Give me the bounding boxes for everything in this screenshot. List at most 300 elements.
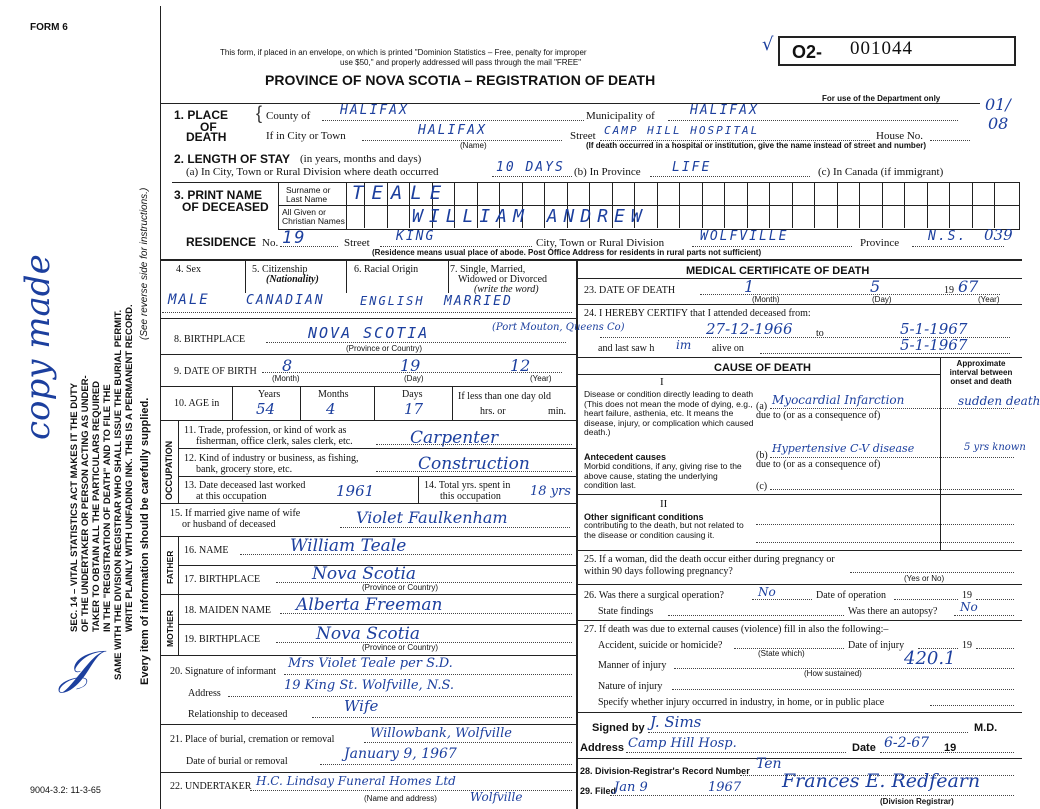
racial-origin-value: ENGLISH — [360, 294, 425, 308]
line — [880, 752, 1014, 753]
trade-label-1: 11. Trade, profession, or kind of work as — [184, 425, 347, 436]
state-findings-label: State findings — [598, 606, 654, 617]
attended-to: 5-1-1967 — [900, 320, 968, 338]
rule — [576, 550, 1022, 551]
statute-line-3: TAKER TO OBTAIN ALL THE PARTICULARS REQUIRED — [91, 380, 102, 632]
line — [280, 613, 572, 614]
state-which-caption: (State which) — [758, 649, 805, 658]
marital-label-2: Widowed or Divorced — [458, 274, 548, 285]
last-worked-label-2: at this occupation — [196, 491, 267, 502]
rule — [160, 420, 576, 421]
statute-line-5: SAME WITH THE DIVISION REGISTRAR WHO SHALL ISSUE THE BURIAL PERMIT. — [113, 309, 124, 680]
name-cell-divider — [994, 182, 995, 205]
injury-year: 19 — [962, 640, 972, 651]
line — [262, 372, 562, 373]
name-cell-divider — [544, 182, 545, 205]
rule — [576, 304, 1022, 305]
citizenship-sub: (Nationality) — [266, 274, 319, 285]
cause-of-death-title: CAUSE OF DEATH — [714, 362, 811, 374]
name-cell-divider — [927, 205, 928, 228]
certify-label: 24. I HEREBY CERTIFY that I attended deceased from: — [584, 308, 811, 319]
cause-a-label: (a) — [756, 401, 768, 412]
cause-b-value: Hypertensive C-V disease — [772, 442, 915, 455]
signed-date-label: Date — [852, 742, 876, 754]
rule — [418, 476, 419, 503]
name-cell-divider — [837, 182, 838, 205]
cause-a-value: Myocardial Infarction — [772, 393, 905, 407]
stay-province-label: (b) In Province — [574, 166, 641, 178]
months-label: Months — [318, 389, 349, 400]
rule — [178, 536, 179, 655]
rule — [160, 103, 980, 104]
citizenship-label: 5. Citizenship — [252, 264, 308, 275]
dod-year-prefix: 19 — [944, 285, 954, 296]
rule — [448, 259, 449, 293]
line — [364, 742, 572, 743]
rule — [346, 182, 347, 230]
dod-day: 5 — [870, 277, 881, 296]
of-deceased-label: OF DECEASED — [182, 200, 269, 214]
rule — [576, 278, 1022, 279]
line — [976, 599, 1014, 600]
industry-label-1: 12. Kind of industry or business, as fishing, — [184, 453, 359, 464]
rule — [160, 772, 576, 773]
name-cell-divider — [409, 205, 410, 228]
wife-label-1: 15. If married give name of wife — [170, 508, 301, 519]
min-label: min. — [548, 406, 567, 417]
years-value: 54 — [256, 400, 276, 418]
mother-name-label: 18. MAIDEN NAME — [184, 605, 271, 616]
handwritten-copy-made-note: copy made — [18, 254, 58, 440]
operation-date-label: Date of operation — [816, 590, 886, 601]
statute-line-6: WRITE PLAINLY WITH UNFADING INK. THIS IS A PERMANENT RECORD. — [124, 304, 135, 632]
rule — [278, 205, 1020, 206]
dob-year: 12 — [510, 356, 531, 375]
trade-value: Carpenter — [410, 428, 499, 448]
residence-city-label: City, Town or Rural Division — [536, 237, 665, 249]
industry-value: Construction — [418, 454, 530, 474]
part-one-label: I — [660, 376, 664, 388]
rule — [576, 758, 1022, 759]
rule — [576, 374, 940, 375]
antecedent-description: Morbid conditions, if any, giving rise to the above cause, stating the underlying condition last. — [584, 461, 742, 490]
last-worked-value: 1961 — [336, 482, 375, 500]
line — [162, 312, 572, 313]
line — [492, 176, 572, 177]
marital-value: MARRIED — [444, 294, 513, 309]
name-cell-divider — [994, 205, 995, 228]
name-cell-divider — [859, 182, 860, 205]
burial-place-label: 21. Place of burial, cremation or removal — [170, 734, 335, 745]
citizenship-value: CANADIAN — [246, 293, 325, 308]
registrar-caption: (Division Registrar) — [880, 797, 954, 806]
father-name-value: William Teale — [290, 536, 407, 556]
name-cell-divider — [657, 205, 658, 228]
dod-month: 1 — [744, 277, 755, 296]
dod-month-caption: (Month) — [752, 295, 780, 304]
name-cell-divider — [949, 182, 950, 205]
residence-city-value: WOLFVILLE — [700, 229, 789, 244]
surgery-value: No — [758, 585, 776, 599]
street-label: Street — [570, 130, 596, 142]
municipality-label: Municipality of — [586, 110, 655, 122]
informant-address: 19 King St. Wolfville, N.S. — [284, 678, 455, 693]
informant-signature: Mrs Violet Teale per S.D. — [288, 656, 453, 671]
md-label: M.D. — [974, 722, 998, 734]
given-label-2: Christian Names — [282, 216, 345, 226]
rule — [940, 357, 941, 550]
name-cell-divider — [792, 182, 793, 205]
signed-date-year: 19 — [944, 742, 957, 754]
rule — [576, 584, 1022, 585]
relationship-value: Wife — [344, 697, 379, 715]
dod-year-caption: (Year) — [978, 295, 1000, 304]
name-cell-divider — [387, 205, 388, 228]
death-label: DEATH — [186, 130, 227, 144]
total-years-label-2: this occupation — [440, 491, 501, 502]
residence-street-value: KING — [396, 229, 436, 244]
line — [228, 696, 572, 697]
line — [770, 408, 1014, 409]
city-value: HALIFAX — [418, 123, 487, 138]
line — [266, 342, 566, 343]
stay-city-value: 10 DAYS — [496, 160, 565, 175]
line — [380, 246, 532, 247]
informant-address-label: Address — [188, 688, 221, 699]
stay-canada-label: (c) In Canada (if immigrant) — [818, 166, 944, 178]
name-cell-divider — [702, 182, 703, 205]
surname-value: TEALE — [352, 182, 450, 204]
to-label: to — [816, 328, 824, 339]
of-label: OF — [200, 120, 217, 134]
length-of-stay-note: (in years, months and days) — [300, 153, 422, 165]
total-years-label-1: 14. Total yrs. spent in — [424, 480, 511, 491]
injury-date-label: Date of injury — [848, 640, 905, 651]
dob-day-caption: (Day) — [404, 374, 424, 383]
name-cell-divider — [702, 205, 703, 228]
line — [752, 599, 812, 600]
rule — [178, 476, 576, 477]
form-left-border — [160, 6, 161, 809]
street-value: CAMP HILL HOSPITAL — [604, 124, 760, 137]
name-cell-divider — [904, 182, 905, 205]
rule — [160, 354, 576, 355]
father-name-label: 16. NAME — [184, 545, 229, 556]
dod-year: 67 — [958, 277, 979, 296]
name-cell-divider — [634, 182, 635, 205]
burial-place: Willowbank, Wolfville — [370, 726, 512, 741]
name-cell-divider — [927, 182, 928, 205]
last-worked-label-1: 13. Date deceased last worked — [184, 480, 306, 491]
mother-side-label: MOTHER — [165, 610, 175, 647]
other-conditions-description: contributing to the death, but not related to the disease or condition causing it. — [584, 520, 744, 540]
wife-value: Violet Faulkenham — [356, 508, 508, 527]
line — [760, 353, 1010, 354]
cause-b-interval: 5 yrs known — [964, 442, 1026, 453]
physician-address: Camp Hill Hosp. — [628, 736, 737, 751]
registration-number: 001044 — [850, 38, 913, 59]
line — [376, 444, 572, 445]
hrs-label: hrs. or — [480, 406, 506, 417]
line — [930, 140, 970, 141]
line — [250, 790, 572, 791]
surname-label-2: Last Name — [286, 194, 328, 204]
mother-birthplace-label: 19. BIRTHPLACE — [184, 634, 261, 645]
father-birthplace-label: 17. BIRTHPLACE — [184, 574, 261, 585]
line — [648, 732, 968, 733]
residence-province-label: Province — [860, 237, 900, 249]
industry-injury-label: Specify whether injury occurred in industry, in home, or in public place — [598, 697, 885, 708]
filed-year: 1967 — [708, 780, 742, 795]
physician-signature: J. Sims — [650, 713, 702, 731]
accident-label: Accident, suicide or homicide? — [598, 640, 723, 651]
dob-year-caption: (Year) — [530, 374, 552, 383]
due-to-a: due to (or as a consequence of) — [756, 410, 881, 421]
autopsy-value: No — [960, 600, 978, 614]
date-of-death-label: 23. DATE OF DEATH — [584, 285, 676, 296]
name-cell-divider — [589, 182, 590, 205]
statute-line-2: OF THE UNDERTAKER OR PERSON ACTING AS UNDER- — [80, 375, 91, 632]
form-title: PROVINCE OF NOVA SCOTIA – REGISTRATION OF DEATH — [265, 72, 656, 88]
given-label-1: All Given or — [282, 207, 326, 217]
line — [770, 457, 1014, 458]
line — [756, 542, 1014, 543]
department-use-caption: For use of the Department only — [822, 94, 941, 103]
name-cell-divider — [724, 182, 725, 205]
print-name-label: 3. PRINT NAME — [174, 188, 263, 202]
name-cell-divider — [949, 205, 950, 228]
antecedent-title: Antecedent causes — [584, 452, 667, 462]
length-of-stay-label: 2. LENGTH OF STAY — [174, 152, 291, 166]
birthplace-caption: (Province or Country) — [346, 344, 423, 353]
line — [650, 176, 810, 177]
stay-province-value: LIFE — [672, 160, 712, 175]
line — [610, 795, 1014, 796]
years-label: Years — [258, 389, 281, 400]
sex-value: MALE — [168, 292, 210, 308]
residence-no-value: 19 — [282, 228, 307, 248]
mother-birthplace-value: Nova Scotia — [316, 624, 421, 644]
department-code-2: 08 — [988, 114, 1009, 133]
relationship-label: Relationship to deceased — [188, 709, 288, 720]
statistics-code: 420.1 — [904, 648, 956, 669]
line — [340, 527, 570, 528]
industry-label-2: bank, grocery store, etc. — [196, 464, 293, 475]
name-cell-divider — [792, 205, 793, 228]
name-cell-divider — [522, 182, 523, 205]
name-cell-divider — [499, 182, 500, 205]
name-cell-divider — [612, 182, 613, 205]
municipality-value: HALIFAX — [690, 103, 759, 118]
line — [668, 120, 958, 121]
name-caption: (Name) — [460, 141, 487, 150]
check-mark: √ — [762, 34, 774, 55]
cause-a-interval: sudden death — [958, 394, 1040, 408]
surname-label-1: Surname or — [286, 185, 331, 195]
alive-on-value: 5-1-1967 — [900, 336, 968, 354]
house-label: House No. — [876, 130, 924, 142]
dob-month: 8 — [282, 356, 293, 375]
rule — [178, 420, 179, 503]
informant-signature-label: 20. Signature of informant — [170, 666, 277, 677]
father-side-label: FATHER — [165, 550, 175, 584]
residence-code: 039 — [984, 226, 1013, 244]
given-names-value: WILLIAM ANDREW — [412, 206, 648, 227]
line — [756, 524, 1014, 525]
line — [376, 471, 572, 472]
line — [894, 599, 958, 600]
rule — [160, 386, 576, 387]
handwritten-mark: 𝒥 — [60, 640, 92, 694]
rule — [576, 494, 1022, 495]
line — [672, 689, 1014, 690]
birthplace-label: 8. BIRTHPLACE — [174, 334, 246, 345]
name-cell-divider — [567, 182, 568, 205]
name-cell-divider — [859, 205, 860, 228]
marital-label-3: (write the word) — [474, 284, 539, 295]
days-label: Days — [402, 389, 423, 400]
line — [240, 554, 572, 555]
stay-city-label: (a) In City, Town or Rural Division where death occurred — [186, 166, 439, 178]
line — [322, 120, 584, 121]
name-cell-divider — [477, 182, 478, 205]
line — [692, 246, 852, 247]
name-cell-divider — [769, 182, 770, 205]
burial-date: January 9, 1967 — [344, 746, 457, 762]
residence-no-label: No. — [262, 237, 279, 249]
line — [954, 615, 1014, 616]
last-saw-value: im — [676, 338, 692, 352]
rule — [160, 724, 576, 725]
days-value: 17 — [404, 400, 424, 418]
marital-label-1: 7. Single, Married, — [450, 264, 526, 275]
cause-c-label: (c) — [756, 481, 768, 492]
surgery-question: 26. Was there a surgical operation? — [584, 590, 724, 601]
dob-month-caption: (Month) — [272, 374, 300, 383]
due-to-b: due to (or as a consequence of) — [756, 459, 881, 470]
external-causes-label: 27. If death was due to external causes (violence) fill in also the following:– — [584, 624, 889, 635]
name-cell-divider — [837, 205, 838, 228]
rule — [245, 259, 246, 293]
rule — [178, 448, 576, 449]
yes-no-caption: (Yes or No) — [904, 574, 945, 583]
less-day-label: If less than one day old — [458, 391, 552, 402]
residence-label: RESIDENCE — [186, 235, 257, 249]
rule — [346, 259, 347, 293]
operation-year: 19 — [962, 590, 972, 601]
instruction-note: Every item of information should be carefully supplied. — [139, 397, 151, 685]
line — [312, 717, 572, 718]
hospital-note: (If death occurred in a hospital or institution, give the name instead of street and number) — [586, 141, 927, 150]
rule — [160, 503, 576, 504]
line — [770, 489, 1014, 490]
father-birthplace-caption: (Province or Country) — [362, 583, 439, 592]
interval-label: Approximate interval between onset and death — [949, 359, 1013, 386]
form-number: FORM 6 — [30, 22, 68, 33]
manner-label: Manner of injury — [598, 660, 667, 671]
rule — [374, 386, 375, 420]
total-years-value: 18 yrs — [530, 484, 571, 499]
mother-birthplace-caption: (Province or Country) — [362, 643, 439, 652]
name-cell-divider — [814, 205, 815, 228]
rule — [576, 620, 1022, 621]
undertaker-value: H.C. Lindsay Funeral Homes Ltd — [256, 774, 456, 788]
birthplace-value: NOVA SCOTIA — [308, 324, 430, 342]
birthplace-extra: (Port Mouton, Queens Co) — [492, 322, 625, 333]
burial-date-label: Date of burial or removal — [186, 756, 288, 767]
wife-label-2: or husband of deceased — [182, 519, 276, 530]
racial-origin-label: 6. Racial Origin — [354, 264, 419, 275]
line — [930, 705, 1014, 706]
name-cell-divider — [747, 182, 748, 205]
record-number-label: 28. Division-Registrar's Record Number — [580, 766, 750, 776]
line — [320, 764, 572, 765]
print-code: 9004-3.2: 11-3-65 — [30, 785, 101, 795]
signed-by-label: Signed by — [592, 722, 645, 734]
rule — [452, 386, 453, 420]
other-conditions-title: Other significant conditions — [584, 512, 704, 522]
name-cell-divider — [724, 205, 725, 228]
rule — [160, 318, 576, 319]
name-cell-divider — [814, 182, 815, 205]
mail-notice-line1: This form, if placed in an envelope, on which is printed "Dominion Statistics – Free, penalty for improper — [220, 48, 587, 57]
line — [976, 648, 1014, 649]
name-cell-divider — [454, 182, 455, 205]
line — [626, 752, 846, 753]
alive-on-label: alive on — [712, 343, 744, 354]
months-value: 4 — [326, 400, 336, 418]
filed-date: Jan 9 — [614, 780, 648, 795]
residence-province-value: N.S. — [928, 229, 968, 244]
name-cell-divider — [679, 205, 680, 228]
line — [912, 246, 1004, 247]
part-two-label: II — [660, 498, 668, 510]
occupation-side-label: OCCUPATION — [164, 440, 174, 500]
name-cell-divider — [769, 205, 770, 228]
city-label: If in City or Town — [266, 130, 346, 142]
autopsy-label: Was there an autopsy? — [848, 606, 938, 617]
signed-date: 6-2-67 — [884, 735, 930, 751]
name-cell-divider — [904, 205, 905, 228]
cause-b-label: (b) — [756, 450, 768, 461]
disease-description: Disease or condition directly leading to death (This does not mean the mode of dying, e.g., heart failure, asthenia, etc. It means the disease, injury, or complication which caused death.) — [584, 389, 754, 437]
nature-label: Nature of injury — [598, 681, 663, 692]
bracket: { — [256, 103, 263, 123]
age-label: 10. AGE in — [174, 398, 220, 409]
record-number-mark: Ten — [756, 756, 782, 772]
line — [280, 246, 338, 247]
name-cell-divider — [972, 205, 973, 228]
statute-line-4: IN THE "REGISTRATION OF DEATH" AND TO FILE THE — [102, 384, 113, 632]
mother-name-value: Alberta Freeman — [296, 595, 443, 615]
filed-label: 29. Filed — [580, 786, 617, 796]
residence-note: (Residence means usual place of abode. Post Office Address for residents in rural parts not sufficient) — [372, 248, 762, 257]
how-sustained-caption: (How sustained) — [804, 669, 862, 678]
rule — [300, 386, 301, 420]
pregnancy-question: 25. If a woman, did the death occur either during pregnancy or within 90 days following pregnancy? — [584, 554, 835, 577]
name-cell-divider — [364, 205, 365, 228]
registrar-signature: Frances E. Redfearn — [782, 770, 981, 792]
medical-certificate-title: MEDICAL CERTIFICATE OF DEATH — [686, 265, 870, 277]
line — [284, 674, 572, 675]
name-cell-divider — [972, 182, 973, 205]
dob-label: 9. DATE OF BIRTH — [174, 366, 257, 377]
last-saw-label: and last saw h — [598, 343, 655, 354]
physician-address-label: Address — [580, 742, 625, 754]
rule — [576, 357, 1022, 358]
residence-street-label: Street — [344, 237, 370, 249]
name-cell-divider — [882, 182, 883, 205]
